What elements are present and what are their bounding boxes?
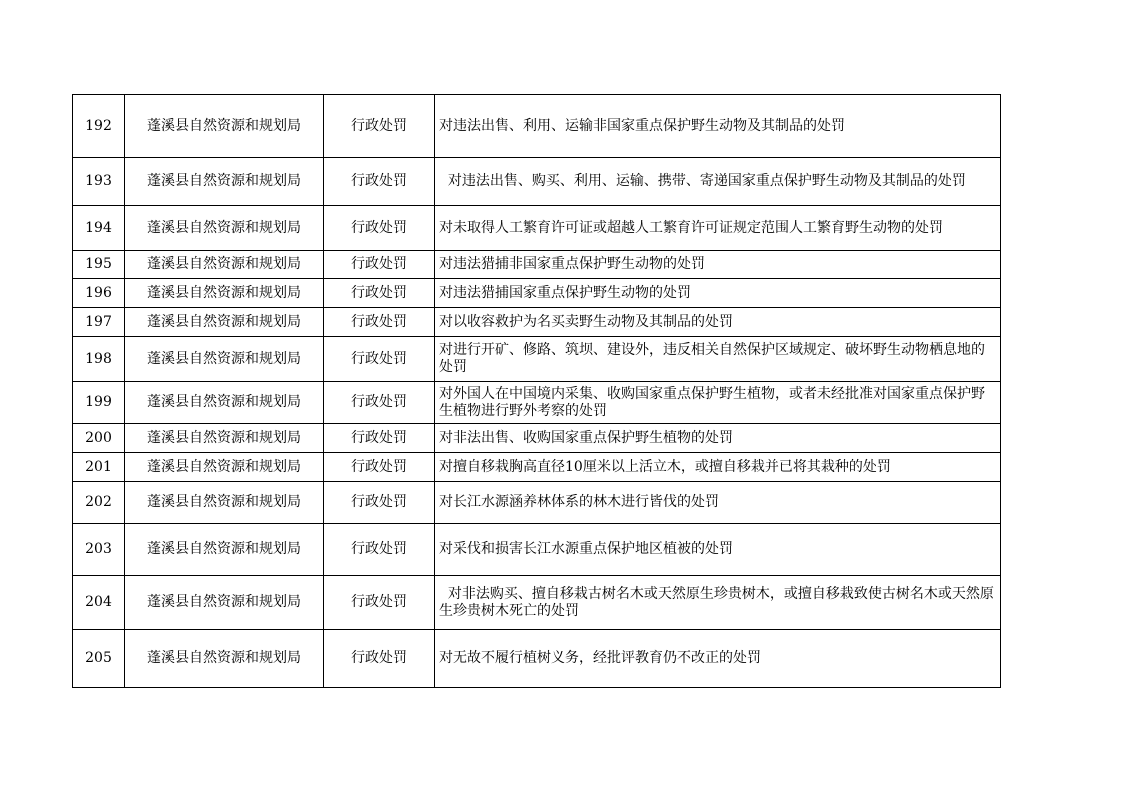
row-number-cell: 204	[73, 576, 125, 630]
penalty-item-cell: 对非法购买、擅自移栽古树名木或天然原生珍贵树木，或擅自移栽致使古树名木或天然原生珍贵树木死亡的处罚	[435, 576, 1001, 630]
table-body	[73, 95, 1001, 688]
penalty-item-cell: 对无故不履行植树义务，经批评教育仍不改正的处罚	[435, 630, 1001, 688]
penalty-type-cell: 行政处罚	[324, 279, 435, 308]
penalty-item-cell: 对未取得人工繁育许可证或超越人工繁育许可证规定范围人工繁育野生动物的处罚	[435, 206, 1001, 251]
row-number-cell: 194	[73, 206, 125, 251]
penalty-item-cell: 对擅自移栽胸高直径10厘米以上活立木，或擅自移栽并已将其栽种的处罚	[435, 453, 1001, 482]
penalty-type-cell: 行政处罚	[324, 576, 435, 630]
table-row	[73, 95, 1001, 158]
table-row	[73, 308, 1001, 337]
department-cell: 蓬溪县自然资源和规划局	[125, 206, 324, 251]
department-cell: 蓬溪县自然资源和规划局	[125, 576, 324, 630]
row-number-cell: 193	[73, 158, 125, 206]
department-cell: 蓬溪县自然资源和规划局	[125, 95, 324, 158]
penalty-type-cell: 行政处罚	[324, 95, 435, 158]
department-cell: 蓬溪县自然资源和规划局	[125, 630, 324, 688]
department-cell: 蓬溪县自然资源和规划局	[125, 279, 324, 308]
table-row	[73, 630, 1001, 688]
table-row	[73, 337, 1001, 382]
row-number-cell: 198	[73, 337, 125, 382]
penalty-item-cell: 对违法出售、购买、利用、运输、携带、寄递国家重点保护野生动物及其制品的处罚	[435, 158, 1001, 206]
table-row	[73, 206, 1001, 251]
penalty-table-container	[72, 94, 1001, 688]
penalty-type-cell: 行政处罚	[324, 382, 435, 424]
row-number-cell: 192	[73, 95, 125, 158]
penalty-item-cell: 对进行开矿、修路、筑坝、建设外，违反相关自然保护区域规定、破坏野生动物栖息地的处罚	[435, 337, 1001, 382]
penalty-item-cell: 对以收容救护为名买卖野生动物及其制品的处罚	[435, 308, 1001, 337]
penalty-items-table	[72, 94, 1001, 688]
penalty-item-cell: 对违法猎捕非国家重点保护野生动物的处罚	[435, 251, 1001, 279]
department-cell: 蓬溪县自然资源和规划局	[125, 524, 324, 576]
table-row	[73, 251, 1001, 279]
penalty-type-cell: 行政处罚	[324, 251, 435, 279]
department-cell: 蓬溪县自然资源和规划局	[125, 424, 324, 453]
row-number-cell: 196	[73, 279, 125, 308]
penalty-type-cell: 行政处罚	[324, 424, 435, 453]
row-number-cell: 201	[73, 453, 125, 482]
penalty-item-cell: 对违法出售、利用、运输非国家重点保护野生动物及其制品的处罚	[435, 95, 1001, 158]
penalty-item-cell: 对非法出售、收购国家重点保护野生植物的处罚	[435, 424, 1001, 453]
row-number-cell: 199	[73, 382, 125, 424]
department-cell: 蓬溪县自然资源和规划局	[125, 453, 324, 482]
penalty-type-cell: 行政处罚	[324, 630, 435, 688]
penalty-type-cell: 行政处罚	[324, 524, 435, 576]
penalty-item-cell: 对采伐和损害长江水源重点保护地区植被的处罚	[435, 524, 1001, 576]
table-row	[73, 524, 1001, 576]
table-row	[73, 453, 1001, 482]
penalty-item-cell: 对外国人在中国境内采集、收购国家重点保护野生植物，或者未经批准对国家重点保护野生植物进行野外考察的处罚	[435, 382, 1001, 424]
penalty-type-cell: 行政处罚	[324, 158, 435, 206]
penalty-type-cell: 行政处罚	[324, 482, 435, 524]
penalty-type-cell: 行政处罚	[324, 453, 435, 482]
penalty-item-cell: 对违法猎捕国家重点保护野生动物的处罚	[435, 279, 1001, 308]
row-number-cell: 203	[73, 524, 125, 576]
table-row	[73, 576, 1001, 630]
table-row	[73, 424, 1001, 453]
penalty-item-cell: 对长江水源涵养林体系的林木进行皆伐的处罚	[435, 482, 1001, 524]
table-row	[73, 482, 1001, 524]
table-row	[73, 382, 1001, 424]
row-number-cell: 205	[73, 630, 125, 688]
table-row	[73, 158, 1001, 206]
department-cell: 蓬溪县自然资源和规划局	[125, 482, 324, 524]
row-number-cell: 200	[73, 424, 125, 453]
row-number-cell: 195	[73, 251, 125, 279]
department-cell: 蓬溪县自然资源和规划局	[125, 308, 324, 337]
penalty-type-cell: 行政处罚	[324, 308, 435, 337]
row-number-cell: 202	[73, 482, 125, 524]
department-cell: 蓬溪县自然资源和规划局	[125, 337, 324, 382]
row-number-cell: 197	[73, 308, 125, 337]
penalty-type-cell: 行政处罚	[324, 337, 435, 382]
department-cell: 蓬溪县自然资源和规划局	[125, 158, 324, 206]
department-cell: 蓬溪县自然资源和规划局	[125, 251, 324, 279]
department-cell: 蓬溪县自然资源和规划局	[125, 382, 324, 424]
table-row	[73, 279, 1001, 308]
penalty-type-cell: 行政处罚	[324, 206, 435, 251]
